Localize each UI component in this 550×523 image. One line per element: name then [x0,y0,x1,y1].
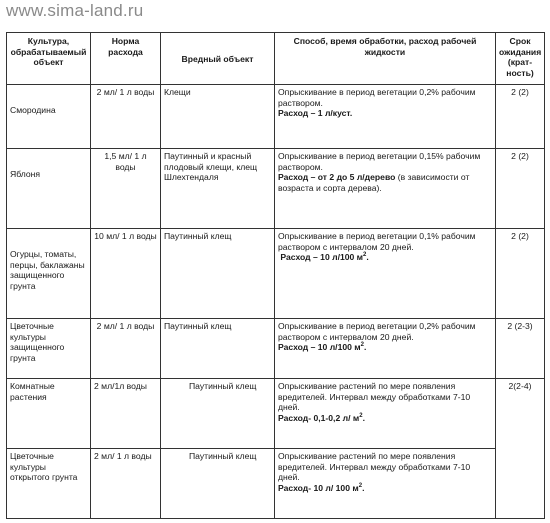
term-cell: 2 (2) [496,229,545,319]
consumption-value: Расход- 10 л/ 100 м [278,483,359,494]
method-consumption: Расход- 10 л/ 100 $м^2$. [278,483,365,494]
method-text: Опрыскивание растений по мере появления вредителей. Интервал между обработками 7-10 дней. [278,451,471,483]
pest-cell: Паутинный и красный плодовый клещи, клещ Шлехтендаля [161,149,275,229]
method-text: Опрыскивание растений по мере появления вредителей. Интервал между обработками 7-10 дней. [278,381,471,413]
method-cell [275,319,496,379]
crop-cell: Цветочные культуры открытого грунта [7,449,91,519]
method-cell [275,449,496,519]
table-row [7,319,545,379]
method-consumption: Расход – 10 л/100 $м^2$. [278,342,367,353]
pest-cell: Паутинный клещ [161,449,275,519]
method-consumption: Расход- 0,1-0,2 л/ $м^2$. [278,413,365,424]
norm-cell: 2 мл/ 1 л воды [91,319,161,379]
table-row [7,449,545,519]
consumption-sup: 2 [359,413,363,420]
pest-cell: Паутинный клещ [161,319,275,379]
header-row [7,33,545,85]
term-cell: 2 (2) [496,85,545,149]
watermark: www.sima-land.ru [6,1,144,20]
dosage-table [6,32,545,519]
norm-cell: 2 мл/ 1 л воды [91,449,161,519]
pest-cell: Паутинный клещ [161,379,275,449]
crop-cell: Смородина [7,85,91,149]
method-text: Опрыскивание в период вегетации 0,1% рабочим раствором с интервалом 20 дней. [278,231,476,252]
table-row [7,379,545,449]
consumption-sup: 2 [360,342,364,349]
pest-cell: Клещи [161,85,275,149]
header-method: Способ, время обработки, расход рабочей жидкости [275,33,496,85]
term-cell: 2(2-4) [496,379,545,519]
crop-cell: Яблоня [7,149,91,229]
method-text: Опрыскивание в период вегетации 0,15% рабочим раствором. [278,151,481,172]
norm-cell: 10 мл/ 1 л воды [91,229,161,319]
method-cell [275,85,496,149]
header-crop: Культура, обрабатываемый объект [7,33,91,85]
method-text: Опрыскивание в период вегетации 0,2% рабочим раствором с интервалом 20 дней. [278,321,476,342]
term-cell: 2 (2) [496,149,545,229]
method-consumption: Расход – от 2 до 5 л/дерево [278,172,396,183]
header-term: Срок ожидания (крат-ность) [496,33,545,85]
crop-cell: Комнатные растения [7,379,91,449]
table-row [7,85,545,149]
method-consumption: Расход – 1 л/куст. [278,108,353,119]
crop-cell: Огурцы, томаты, перцы, баклажаны защищенного грунта [7,229,91,319]
consumption-value: Расход – 10 л/100 м [280,252,364,263]
pest-cell: Паутинный клещ [161,229,275,319]
term-cell: 2 (2-3) [496,319,545,379]
method-after: (в зависимости от возраста и сорта дерева). [278,172,470,194]
header-pest: Вредный объект [161,33,275,85]
method-cell [275,229,496,319]
method-consumption: Расход – 10 л/100 $м^2$. [280,252,369,263]
consumption-value: Расход – 10 л/100 м [278,342,361,353]
consumption-value: Расход- 0,1-0,2 л/ м [278,413,360,424]
header-norm: Норма расхода [91,33,161,85]
table-row [7,229,545,319]
method-cell [275,149,496,229]
consumption-sup: 2 [363,252,367,259]
crop-cell: Цветочные культуры защищенного грунта [7,319,91,379]
norm-cell: 1,5 мл/ 1 л воды [91,149,161,229]
norm-cell: 2 мл/ 1 л воды [91,85,161,149]
consumption-sup: 2 [358,483,363,490]
method-cell [275,379,496,449]
norm-cell: 2 мл/1л воды [91,379,161,449]
table-row [7,149,545,229]
method-text: Опрыскивание в период вегетации 0,2% рабочим раствором. [278,87,476,108]
